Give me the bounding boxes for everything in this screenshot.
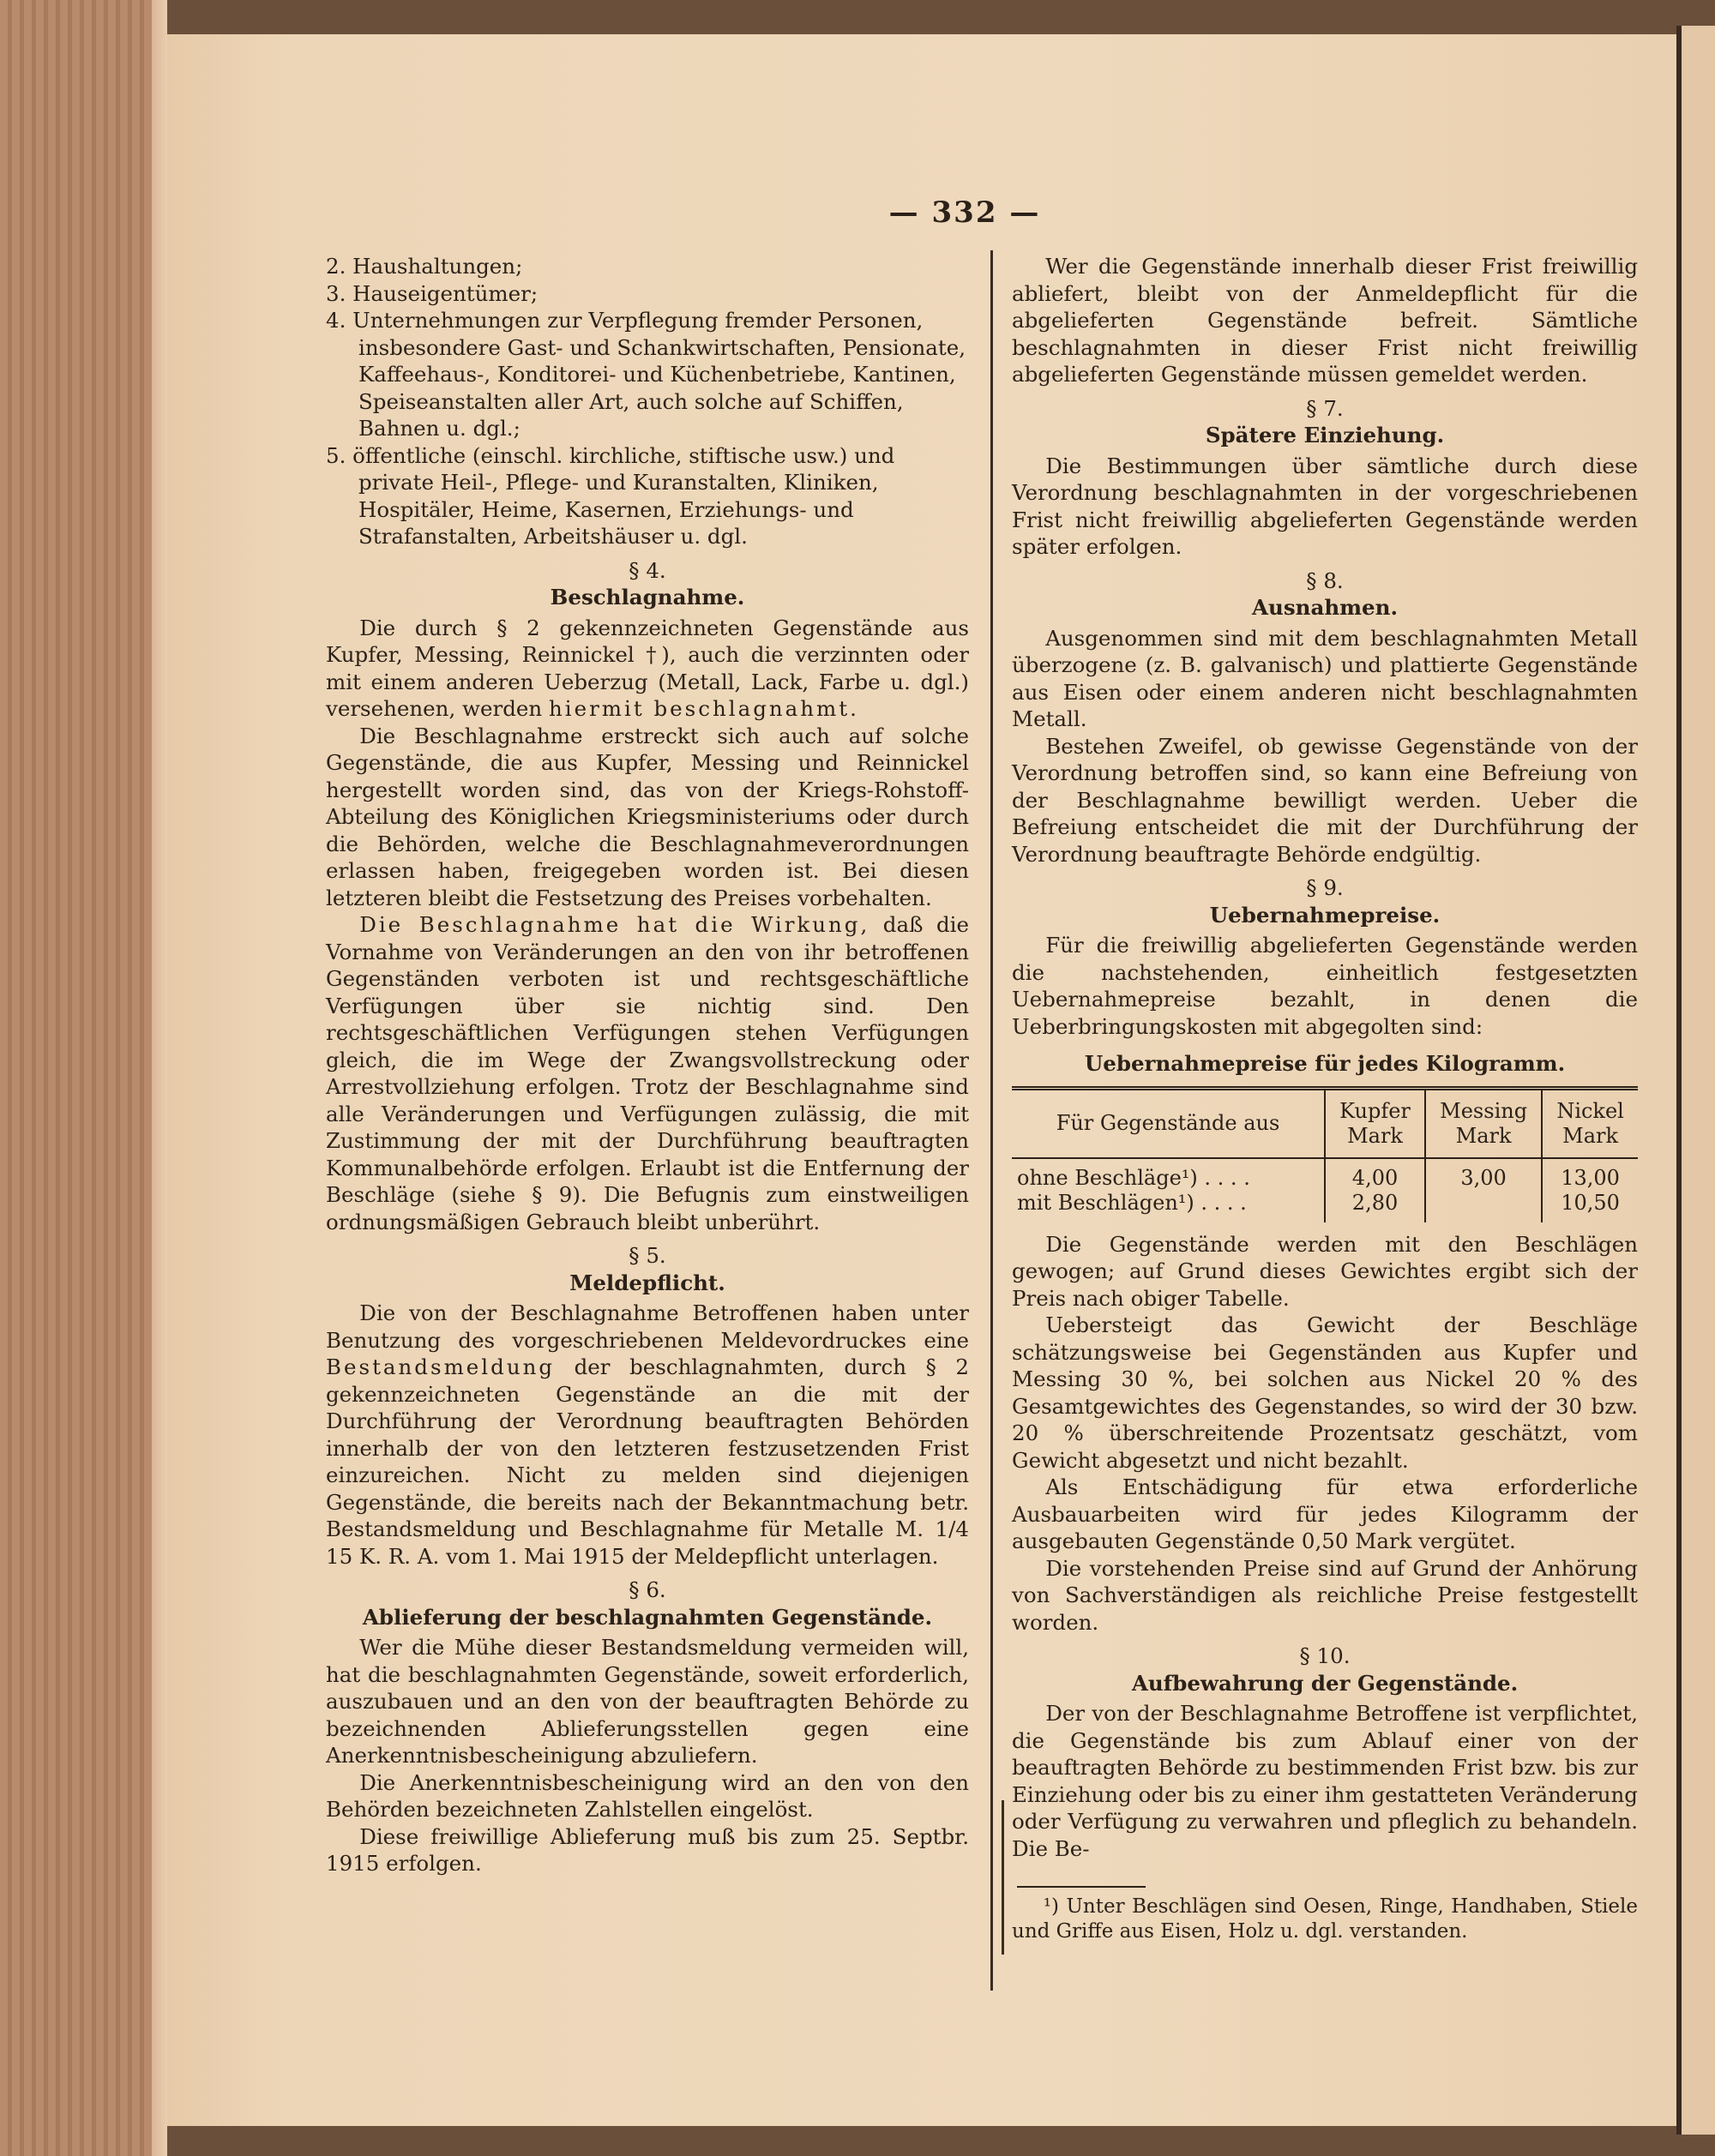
page-number: — 332 — [888, 195, 1041, 230]
paragraph: Ausgenommen sind mit dem beschlagnahmten Metall überzogene (z. B. galvanisch) und plattierte Gegenstände aus Eisen oder einem anderen nicht beschlagnahmten Metall. [1012, 625, 1638, 731]
list-item: 2. Haushaltungen; [326, 254, 523, 279]
section-9-number: § 9. [1306, 875, 1344, 900]
list-item: 4. Unternehmungen zur Verpflegung fremder Personen, insbesondere Gast- und Schankwirtschaften, Pensionate, Kaffeehaus-, Konditorei- und Küchenbetriebe, Kantinen, Speiseanstalten aller Art, auch solche auf Schiffen, Bahnen u. dgl.; [326, 308, 966, 441]
list-item: 3. Hauseigentümer; [326, 280, 539, 306]
section-5-title: Meldepflicht. [569, 1270, 725, 1295]
paragraph: Wer die Gegenstände innerhalb dieser Frist freiwillig abliefert, bleibt von der Anmeldepflicht für die abgelieferten Gegenstände befreit. Sämtliche beschlagnahmten in dieser Frist nicht freiwillig abgelieferten Gegenstände müssen gemeldet werden. [1012, 254, 1638, 387]
section-7-title: Spätere Einziehung. [1205, 423, 1445, 447]
left-column [326, 253, 969, 1877]
section-9-title: Uebernahmepreise. [1209, 902, 1441, 928]
text-run: Die von der Beschlagnahme Betroffenen haben unter Benutzung des vorgeschriebenen Meldevordruckes eine [326, 1300, 969, 1353]
book-binding [0, 0, 167, 2156]
paragraph: Bestehen Zweifel, ob gewisse Gegenstände von der Verordnung betroffen sind, so kann eine Befreiung von der Beschlagnahme bewilligt werden. Ueber die Befreiung entscheidet die mit der Durchführung der Verordnung beauftragte Behörde endgültig. [1012, 733, 1638, 867]
footnote-divider-mark [1002, 1800, 1004, 1955]
section-10-number: § 10. [1299, 1643, 1351, 1668]
paragraph: Uebersteigt das Gewicht der Beschläge schätzungsweise bei Gegenständen aus Kupfer und Messing 30 %, bei solchen aus Nickel 20 % des Gesamtgewichtes des Gegenstandes, so wird der 30 bzw. 20 % überschreitende Prozentsatz geschätzt, vom Gewicht abgesetzt und nicht bezahlt. [1012, 1312, 1638, 1473]
column-divider [990, 250, 993, 1991]
paragraph [326, 615, 969, 723]
paragraph: Die Bestimmungen über sämtliche durch diese Verordnung beschlagnahmten in der vorgeschriebenen Frist nicht freiwillig abgelieferten Gegenstände werden später erfolgen. [1012, 453, 1638, 559]
section-7-number: § 7. [1306, 395, 1344, 421]
section-6-title: Ablieferung der beschlagnahmten Gegenstände. [362, 1604, 933, 1630]
table-row [1012, 1191, 1638, 1222]
table-cell [1425, 1191, 1542, 1222]
paragraph: Diese freiwillige Ablieferung muß bis zum 25. Septbr. 1915 erfolgen. [326, 1823, 969, 1876]
price-table [1012, 1086, 1638, 1222]
section-10-title: Aufbewahrung der Gegenstände. [1131, 1670, 1519, 1696]
adjacent-page-edge [1676, 26, 1715, 2135]
column-header: Kupfer Mark [1325, 1088, 1425, 1158]
table-header-row [1012, 1088, 1638, 1158]
table-cell: 10,50 [1542, 1191, 1638, 1222]
paragraph [326, 1300, 969, 1570]
paragraph: Die Gegenstände werden mit den Beschlägen gewogen; auf Grund dieses Gewichtes ergibt sich der Preis nach obiger Tabelle. [1012, 1231, 1638, 1311]
footnote: ¹) Unter Beschlägen sind Oesen, Ringe, Handhaben, Stiele und Griffe aus Eisen, Holz u. dgl. verstanden. [1012, 1895, 1638, 1943]
section-4-number: § 4. [629, 557, 666, 583]
footnote-rule [1017, 1886, 1146, 1888]
section-5-number: § 5. [629, 1243, 666, 1268]
paragraph [326, 911, 969, 1235]
emphasized-text: Die Beschlagnahme hat die Wirkung, [359, 912, 870, 937]
table-cell: ohne Beschläge¹) . . . . [1017, 1165, 1250, 1190]
table-row [1012, 1158, 1638, 1191]
table-cell: 2,80 [1325, 1191, 1425, 1222]
paragraph: Die vorstehenden Preise sind auf Grund der Anhörung von Sachverständigen als reichliche Preise festgestellt worden. [1012, 1555, 1638, 1635]
paragraph: Wer die Mühe dieser Bestandsmeldung vermeiden will, hat die beschlagnahmten Gegenstände, soweit erforderlich, auszubauen und an den von der beauftragten Behörde zu bezeichnenden Ablieferungsstellen gegen eine Anerkenntnisbescheinigung abzuliefern. [326, 1635, 969, 1768]
section-8-title: Ausnahmen. [1252, 595, 1398, 620]
table-cell: 13,00 [1542, 1158, 1638, 1191]
price-table-heading: Uebernahmepreise für jedes Kilogramm. [1084, 1051, 1566, 1076]
paragraph: Als Entschädigung für etwa erforderliche Ausbauarbeiten wird für jedes Kilogramm der ausgebauten Gegenstände 0,50 Mark vergütet. [1012, 1474, 1638, 1553]
text-run: der beschlagnahmten, durch § 2 gekennzeichneten Gegenstände an die mit der Durchführung der Verordnung beauftragten Behörden innerhalb der von den letzteren festzusetzenden Frist einzureichen. Nicht zu melden sind diejenigen Gegenstände, die bereits nach der Bekanntmachung betr. Bestandsmeldung und Beschlagnahme für Metalle M. 1/4 15 K. R. A. vom 1. Mai 1915 der Meldepflicht unterlagen. [326, 1354, 969, 1569]
paragraph: Der von der Beschlagnahme Betroffene ist verpflichtet, die Gegenstände bis zum Ablauf einer von der beauftragten Behörde zu bestimmenden Frist bzw. bis zur Einziehung oder bis zu einer ihm gestatteten Veränderung oder Verfügung zu verwahren und pfleglich zu behandeln. Die Be- [1012, 1701, 1638, 1861]
paragraph: Die Anerkenntnisbescheinigung wird an den von den Behörden bezeichneten Zahlstellen eingelöst. [326, 1769, 969, 1822]
text-run: Die durch § 2 gekennzeichneten Gegenstände aus Kupfer, Messing, Reinnickel †), auch die verzinnten oder mit einem anderen Ueberzug (Metall, Lack, Farbe u. dgl.) versehenen, werden [326, 615, 969, 721]
section-4-title: Beschlagnahme. [550, 585, 745, 610]
emphasized-text: Bestandsmeldung [326, 1354, 556, 1379]
column-header: Für Gegenstände aus [1056, 1111, 1280, 1135]
right-column [1012, 253, 1638, 1944]
column-header: Nickel Mark [1542, 1088, 1638, 1158]
list-item: 5. öffentliche (einschl. kirchliche, stiftische usw.) und private Heil-, Pflege- und Kuranstalten, Kliniken, Hospitäler, Heime, Kasernen, Erziehungs- und Strafanstalten, Arbeitshäuser u. dgl. [326, 442, 895, 549]
section-6-number: § 6. [629, 1577, 666, 1602]
column-header: Messing Mark [1425, 1088, 1542, 1158]
paragraph: Die Beschlagnahme erstreckt sich auch auf solche Gegenstände, die aus Kupfer, Messing und Reinnickel hergestellt worden sind, das von der Kriegs-Rohstoff-Abteilung des Königlichen Kriegsministeriums oder durch die Behörden, welche die Beschlagnahmeverordnungen erlassen haben, freigegeben worden ist. Bei diesen letzteren bleibt die Festsetzung des Preises vorbehalten. [326, 723, 969, 910]
table-cell: 3,00 [1425, 1158, 1542, 1191]
section-8-number: § 8. [1306, 568, 1344, 593]
table-cell: 4,00 [1325, 1158, 1425, 1191]
paragraph: Für die freiwillig abgelieferten Gegenstände werden die nachstehenden, einheitlich festgesetzten Uebernahmepreise bezahlt, in denen die Ueberbringungskosten mit abgegolten sind: [1012, 933, 1638, 1039]
text-run: daß die Vornahme von Veränderungen an den von ihr betroffenen Gegenständen verboten ist und rechtsgeschäftliche Verfügungen über sie nichtig sind. Den rechtsgeschäftlichen Verfügungen stehen Verfügungen gleich, die im Wege der Zwangsvollstreckung oder Arrestvollziehung erfolgen. Trotz der Beschlagnahme sind alle Veränderungen und Verfügungen zulässig, die mit Zustimmung der mit der Durchführung beauftragten Kommunalbehörde erfolgen. Erlaubt ist die Entfernung der Beschläge (siehe § 9). Die Befugnis zum einstweiligen ordnungsmäßigen Gebrauch bleibt unberührt. [326, 912, 969, 1234]
table-cell: mit Beschlägen¹) . . . . [1017, 1190, 1247, 1215]
emphasized-text: hiermit beschlagnahmt. [548, 696, 859, 721]
